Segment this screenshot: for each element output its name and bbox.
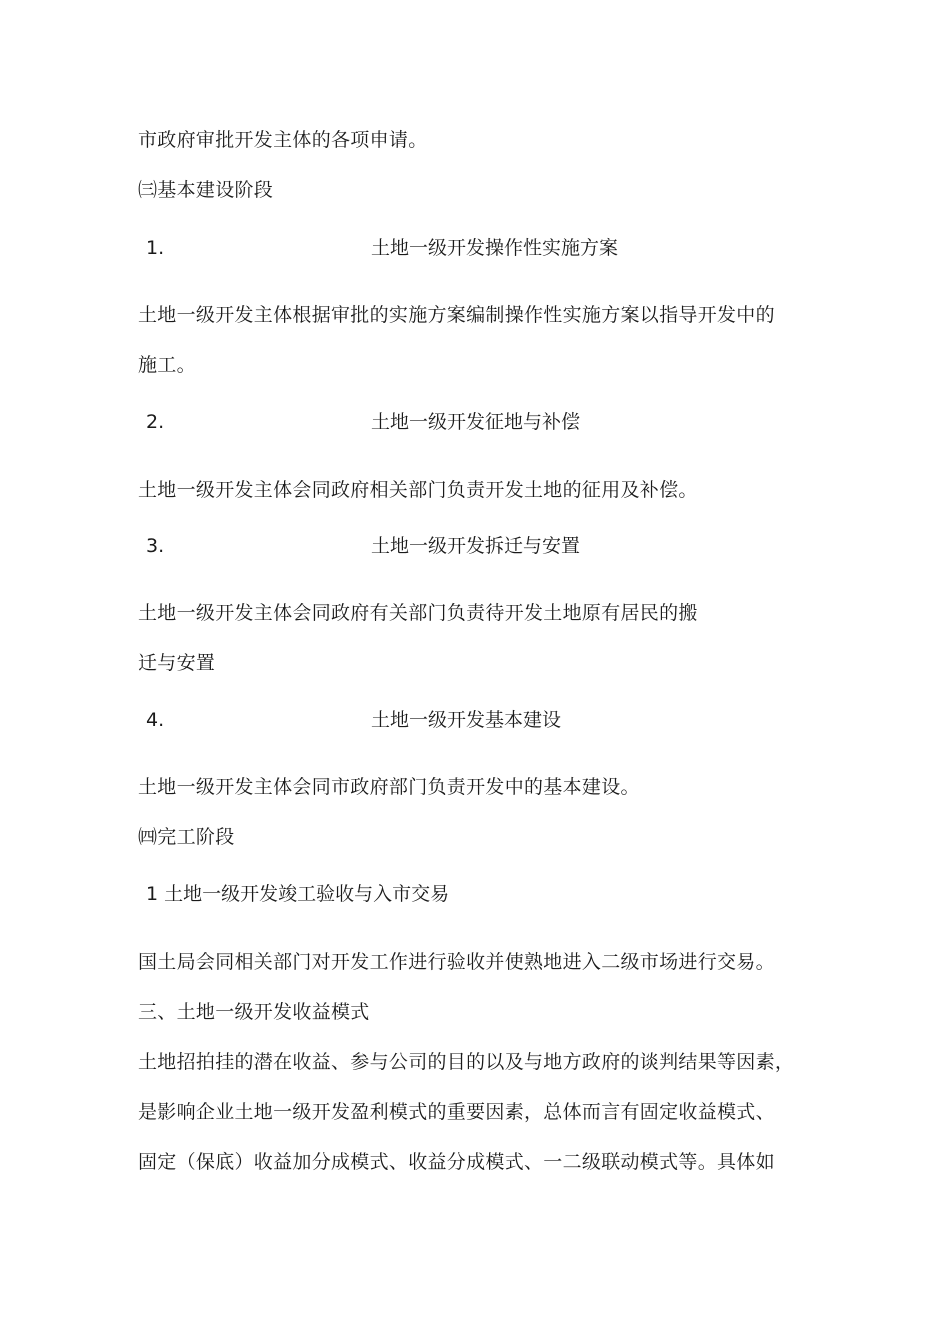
- item-number: 4.: [146, 709, 165, 731]
- numbered-item-5: 1 土地一级开发竣工验收与入市交易: [146, 883, 450, 905]
- section-heading-stage4: ㈣完工阶段: [138, 826, 235, 848]
- section-heading-3: 三、土地一级开发收益模式: [138, 1001, 370, 1023]
- item-number: 1.: [146, 237, 165, 259]
- paragraph-text: 土地一级开发主体会同政府相关部门负责开发土地的征用及补偿。: [138, 479, 698, 501]
- numbered-item-2: [0, 410, 950, 434]
- paragraph-text: 土地一级开发主体根据审批的实施方案编制操作性实施方案以指导开发中的: [138, 304, 775, 326]
- item-title: 土地一级开发拆迁与安置: [371, 535, 581, 557]
- item-number: 3.: [146, 535, 165, 557]
- item-title: 土地一级开发基本建设: [371, 709, 562, 731]
- paragraph-text: 是影响企业土地一级开发盈利模式的重要因素，总体而言有固定收益模式、: [138, 1101, 775, 1123]
- paragraph-text: 固定（保底）收益加分成模式、收益分成模式、一二级联动模式等。具体如: [138, 1151, 775, 1173]
- paragraph-text: 土地一级开发主体会同政府有关部门负责待开发土地原有居民的搬: [138, 602, 698, 624]
- section-heading-stage3: ㈢基本建设阶段: [138, 179, 274, 201]
- numbered-item-4: [0, 708, 950, 732]
- numbered-item-3: [0, 534, 950, 558]
- paragraph-text: 市政府审批开发主体的各项申请。: [138, 129, 428, 151]
- item-title: 土地一级开发操作性实施方案: [371, 237, 619, 259]
- paragraph-text: 土地招拍挂的潜在收益、参与公司的目的以及与地方政府的谈判结果等因素，: [138, 1051, 795, 1073]
- paragraph-text: 迁与安置: [138, 652, 216, 674]
- numbered-item-1: [0, 236, 950, 260]
- paragraph-text: 施工。: [138, 354, 196, 376]
- paragraph-text: 国土局会同相关部门对开发工作进行验收并使熟地进入二级市场进行交易。: [138, 951, 775, 973]
- item-number: 2.: [146, 411, 165, 433]
- paragraph-text: 土地一级开发主体会同市政府部门负责开发中的基本建设。: [138, 776, 640, 798]
- item-title: 土地一级开发征地与补偿: [371, 411, 581, 433]
